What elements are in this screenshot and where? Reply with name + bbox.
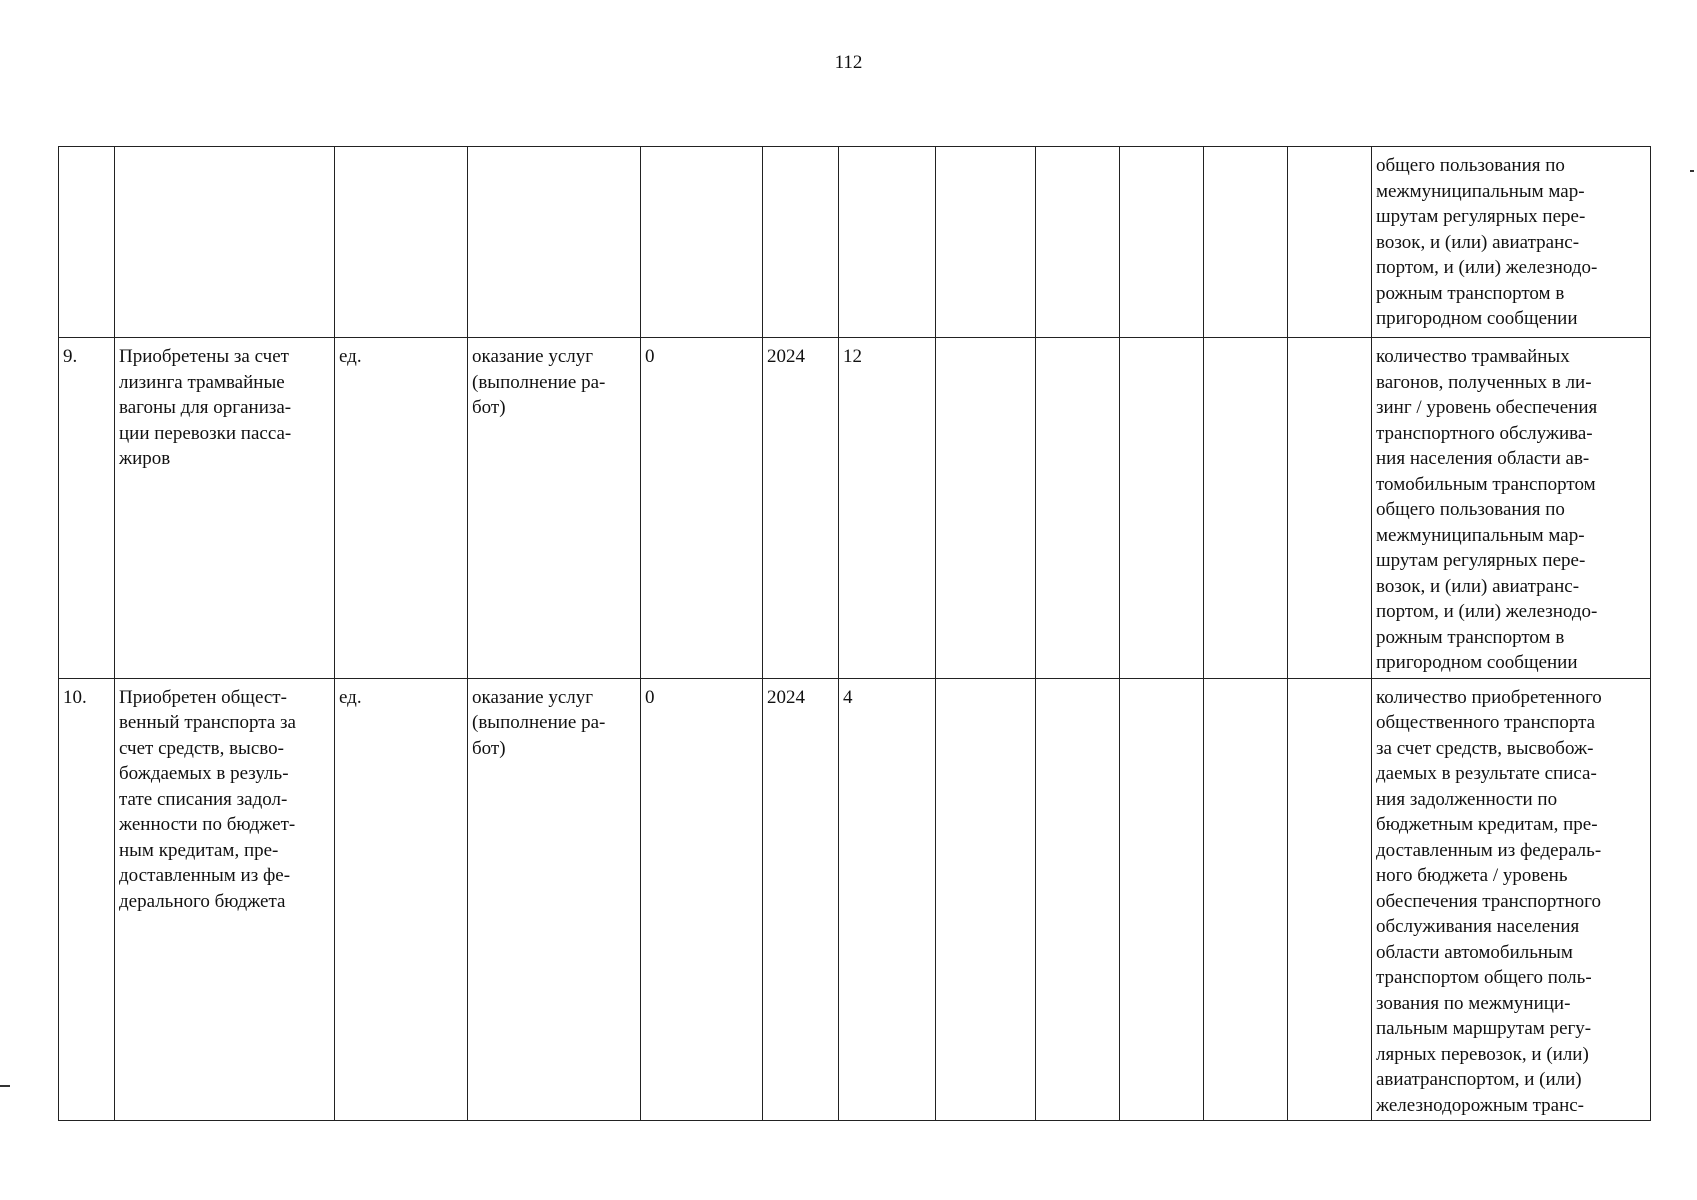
unit-cell: [335, 147, 468, 338]
empty-cell: [1288, 147, 1372, 338]
table-row: [59, 678, 1651, 1121]
empty-cell: [1036, 338, 1120, 679]
measures-table: [58, 146, 1651, 1121]
measure-type-cell: оказание услуг (выполнение ра- бот): [468, 678, 641, 1121]
indicator-cell: количество приобретенного общественного транспорта за счет средств, высвобож- даемых в результате списа- ния задолженности по бюджетным кредитам, пре- доставленным из федераль- ного бюджета / уровень обеспечения транспортного обслуживания населения области автомобильным транспортом общего поль- зования по межмуници- пальным маршрутам регу- лярных перевозок, и (или) авиатранспортом, и (или) железнодорожным транс-: [1372, 678, 1651, 1121]
measure-type-cell: оказание услуг (выполнение ра- бот): [468, 338, 641, 679]
empty-cell: [1036, 147, 1120, 338]
row-number-cell: [59, 147, 115, 338]
table-row: [59, 338, 1651, 679]
measure-name-cell: Приобретен общест- венный транспорта за счет средств, высво- бождаемых в резуль- тате списания задол- женности по бюджет- ным кредитам, пре- доставленным из фе- дерального бюджета: [115, 678, 335, 1121]
row-number-cell: 10.: [59, 678, 115, 1121]
indicator-cell: общего пользования по межмуниципальным мар- шрутам регулярных пере- возок, и (или) авиатранс- портом, и (или) железнодо- рожным транспортом в пригородном сообщении: [1372, 147, 1651, 338]
empty-cell: [1204, 678, 1288, 1121]
unit-cell: ед.: [335, 678, 468, 1121]
unit-cell: ед.: [335, 338, 468, 679]
table-row: [59, 147, 1651, 338]
empty-cell: [936, 147, 1036, 338]
year-cell: 2024: [763, 338, 839, 679]
measure-type-cell: [468, 147, 641, 338]
empty-cell: [936, 678, 1036, 1121]
empty-cell: [936, 338, 1036, 679]
measure-name-cell: Приобретены за счет лизинга трамвайные вагоны для организа- ции перевозки пасса- жиров: [115, 338, 335, 679]
empty-cell: [1204, 147, 1288, 338]
empty-cell: [1036, 678, 1120, 1121]
empty-cell: [1288, 338, 1372, 679]
measure-name-cell: [115, 147, 335, 338]
base-value-cell: 0: [641, 678, 763, 1121]
target-value-cell: 12: [839, 338, 936, 679]
empty-cell: [1120, 678, 1204, 1121]
empty-cell: [1120, 338, 1204, 679]
target-value-cell: [839, 147, 936, 338]
empty-cell: [1120, 147, 1204, 338]
indicator-cell: количество трамвайных вагонов, полученных в ли- зинг / уровень обеспечения транспортного обслужива- ния населения области ав- томобильным транспортом общего пользования по межмуниципальным мар- шрутам регулярных пере- возок, и (или) авиатранс- портом, и (или) железнодо- рожным транспортом в пригородном сообщении: [1372, 338, 1651, 679]
empty-cell: [1204, 338, 1288, 679]
empty-cell: [1288, 678, 1372, 1121]
row-number-cell: 9.: [59, 338, 115, 679]
year-cell: 2024: [763, 678, 839, 1121]
scan-mark: [0, 1085, 10, 1087]
target-value-cell: 4: [839, 678, 936, 1121]
base-value-cell: 0: [641, 338, 763, 679]
page-number: 112: [834, 52, 863, 73]
year-cell: [763, 147, 839, 338]
scan-mark: [1690, 170, 1694, 172]
base-value-cell: [641, 147, 763, 338]
